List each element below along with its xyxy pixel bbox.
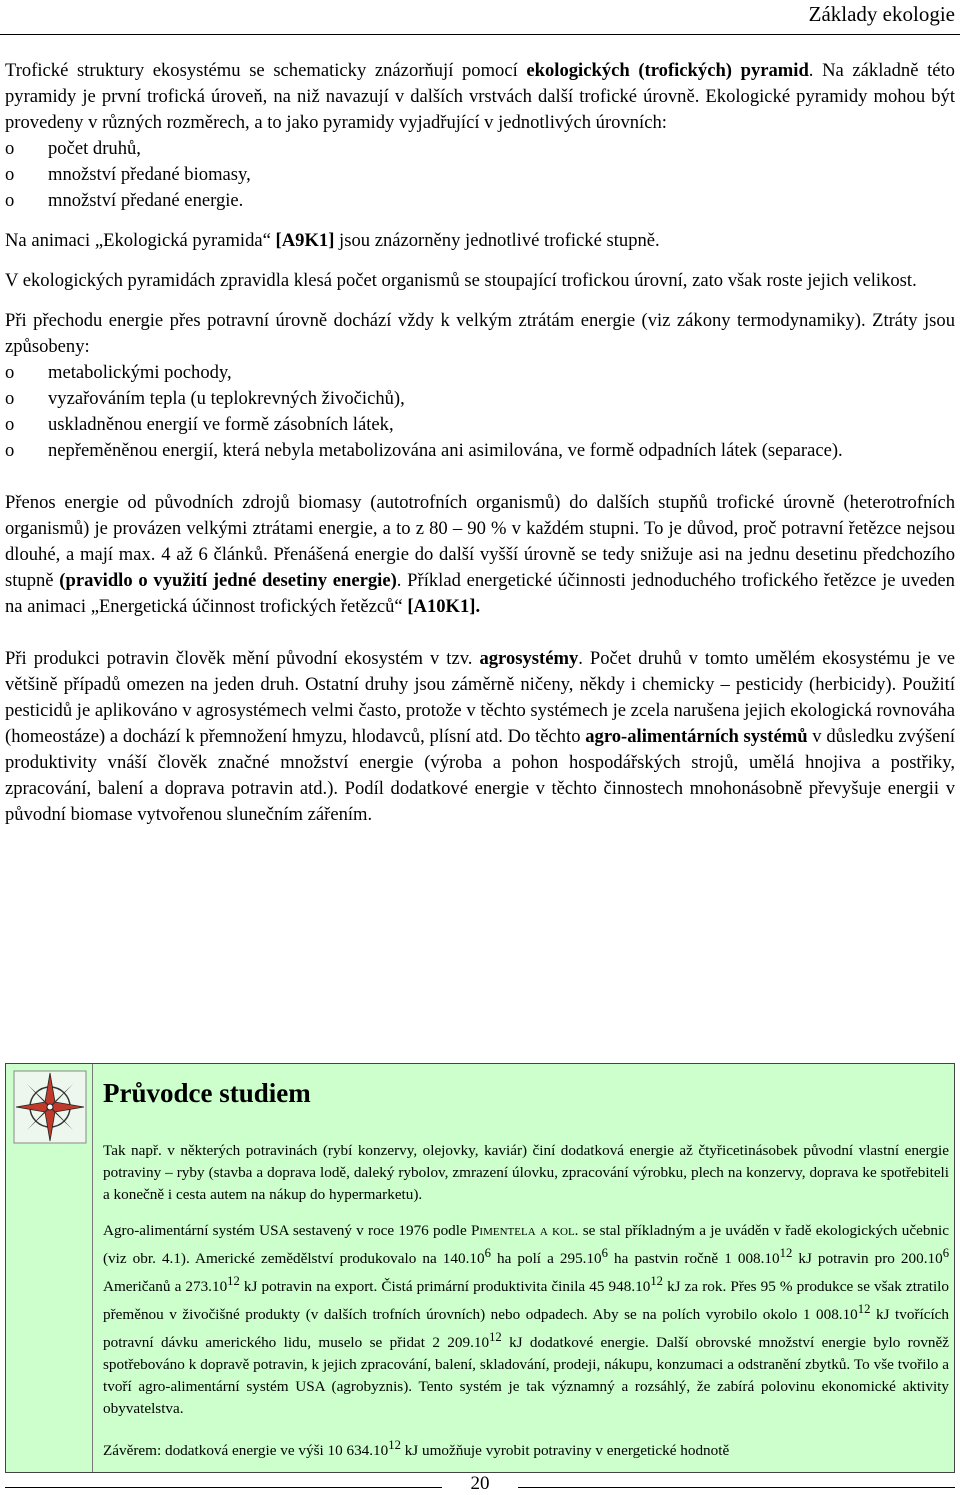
- exponent: 12: [779, 1246, 793, 1260]
- text: Závěrem: dodatková energie ve výši 10 634.10: [103, 1442, 389, 1460]
- author-name: Pimentela a kol.: [470, 1222, 579, 1239]
- guide-paragraph: [103, 1434, 949, 1462]
- paragraph-organism-count: V ekologických pyramidách zpravidla klesá počet organismů se stoupající trofickou úrovní, zato však roste jejich velikost.: [5, 270, 917, 291]
- animation-ref: [A9K1]: [275, 230, 335, 251]
- energy-loss-list: [5, 360, 955, 464]
- guide-title: Průvodce studiem: [103, 1078, 311, 1108]
- text: Na animaci „Ekologická pyramida“: [5, 230, 276, 251]
- guide-paragraph: [103, 1220, 949, 1420]
- text: . Příklad energetické účinnosti jednoduchého trofického řetězce je uveden na animaci „Energetická účinnost trofických řetězců“: [5, 570, 955, 617]
- text: kJ potravin na export. Čistá primární produktivita činila 45 948.10: [239, 1278, 651, 1296]
- list-item: o počet druhů,: [5, 136, 955, 162]
- animation-ref: [A10K1].: [407, 596, 481, 617]
- exponent: 12: [388, 1438, 401, 1453]
- list-item: o množství předané biomasy,: [5, 162, 955, 188]
- exponent: 12: [227, 1274, 240, 1289]
- guide-paragraph: Tak např. v některých potravinách (rybí konzervy, olejovky, kaviár) činí dodatková energie až čtyřicetinásobek původní vlastní energie potraviny – ryby (stavba a doprava lodě, daleký rybolov, zmrazení úlovku, zpracování výrobku, plech na konzervy, doprava ke spotřebiteli a konečně i cesta autem na nákup do hypermarketu).: [103, 1142, 949, 1203]
- bold-term: (pravidlo o využití jedné desetiny energie): [59, 570, 397, 591]
- paragraph-energy-transfer: [5, 490, 955, 620]
- bold-term: ekologických (trofických) pyramid: [526, 60, 809, 81]
- list-item: o metabolickými pochody,: [5, 360, 955, 386]
- text: Agro-alimentární systém USA sestavený v roce 1976 podle: [103, 1222, 471, 1239]
- text: Při produkci potravin člověk mění původní ekosystém v tzv.: [5, 648, 480, 669]
- guide-body: [103, 1140, 949, 1462]
- text: . Na základně této pyramidy je první trofická úroveň, na niž navazují v dalších vrstvách další trofické úrovně. Ekologické pyramidy mohou být provedeny v různých rozměrech, a to jako pyramidy vyjadřující v jednotlivých úrovních:: [5, 60, 955, 133]
- list-item: o vyzařováním tepla (u teplokrevných živočichů),: [5, 386, 955, 412]
- paragraph-animation: [5, 228, 955, 254]
- text: ha pastvin ročně 1 008.10: [607, 1250, 780, 1268]
- footer-rule: [518, 1487, 955, 1488]
- paragraph-trophic-structures: [5, 58, 955, 136]
- list-item: o uskladněnou energií ve formě zásobních látek,: [5, 412, 955, 438]
- text: kJ potravin pro 200.10: [792, 1250, 943, 1268]
- header-title: Základy ekologie: [808, 2, 955, 26]
- main-content: [5, 58, 955, 828]
- compass-icon: [13, 1070, 87, 1144]
- exponent: 6: [942, 1246, 950, 1260]
- text: Trofické struktury ekosystému se schematicky znázorňují pomocí: [5, 60, 527, 81]
- text: kJ umožňuje vyrobit potraviny v energetické hodnotě: [400, 1442, 730, 1460]
- exponent: 6: [484, 1246, 491, 1260]
- text: jsou znázorněny jednotlivé trofické stupně.: [334, 230, 660, 251]
- guide-icon-column: [6, 1064, 93, 1472]
- pyramid-types-list: [5, 136, 955, 214]
- text: kJ tvořících potravní dávku amerického lidu, muselo se přidat 2 209.10: [103, 1306, 950, 1352]
- study-guide-box: [5, 1063, 955, 1473]
- text: Přenos energie od původních zdrojů biomasy (autotrofních organismů) do dalších stupňů trofické úrovně (heterotrofních organismů) je provázen velkými ztrátami energie, a to z 80 – 90 % v každém stupni. To je důvod, proč potravní řetězce nejsou dlouhé, a mají max. 4 až 6 článků. Přenášená energie do další vyšší úrovně se tedy snižuje asi na jednu desetinu předchozího stupně: [5, 492, 955, 591]
- page-number: 20: [470, 1473, 490, 1494]
- bold-term: agrosystémy: [479, 648, 579, 669]
- paragraph-agrosystems: [5, 646, 955, 828]
- text: Američanů a 273.10: [103, 1278, 228, 1296]
- text: ha polí a 295.10: [490, 1250, 602, 1268]
- paragraph-energy-loss: Při přechodu energie přes potravní úrovně dochází vždy k velkým ztrátám energie (viz zákony termodynamiky). Ztráty jsou způsobeny:: [5, 310, 955, 357]
- bold-term: agro-alimentárních systémů: [585, 726, 808, 747]
- exponent: 12: [489, 1330, 502, 1345]
- text: kJ za rok. Přes 95 % produkce se však ztratilo přeměnou v živočišné produkty (v dalších trofních úrovních) nebo odpadech. Aby se na polích vyrobilo okolo 1 008.10: [103, 1278, 949, 1324]
- text: kJ dodatkové energie. Další obrovské množství energie bylo rovněž spotřebováno k dopravě potravin, k jejich zpracování, balení, skladování, prodeji, nákupu, konzumaci a odstranění zbytků. To vše tvořilo a tvoří agro-alimentární systém USA (agrobyznis). Tento systém je tak významný a rozsáhlý, že zabírá polovinu ekonomické aktivity obyvatelstva.: [103, 1334, 949, 1418]
- exponent: 12: [857, 1302, 871, 1317]
- exponent: 6: [601, 1246, 608, 1260]
- text: . Počet druhů v tomto umělém ekosystému je ve většině případů omezen na jeden druh. Ostatní druhy jsou záměrně ničeny, někdy i chemicky – pesticidy (herbicidy). Použití pesticidů je aplikováno v agrosystémech velmi často, protože v těchto systémech je zcela narušena jejich ekologická rovnováha (homeostáze) a dochází k přemnožení hmyzu, hlodavců, plísní atd. Do těchto: [5, 648, 955, 747]
- list-item: o množství předané energie.: [5, 188, 955, 214]
- page-header: [0, 0, 960, 35]
- list-item: o nepřeměněnou energií, která nebyla metabolizována ani asimilována, ve formě odpadních látek (separace).: [5, 438, 955, 464]
- page-footer: [0, 1474, 960, 1495]
- exponent: 12: [650, 1274, 663, 1289]
- text: v důsledku zvýšení produktivity vnáší člověk značné množství energie (výroba a pohon hospodářských strojů, umělá hnojiva a postřiky, zpracování, balení a doprava potravin atd.). Podíl dodatkové energie v těchto činnostech mnohonásobně převyšuje energii v původní biomase vytvořenou slunečním zářením.: [5, 726, 955, 825]
- text: se stal příkladným a je uváděn v řadě ekologických učebnic (viz obr. 4.1). Americké zemědělství produkovalo na 140.10: [103, 1222, 949, 1268]
